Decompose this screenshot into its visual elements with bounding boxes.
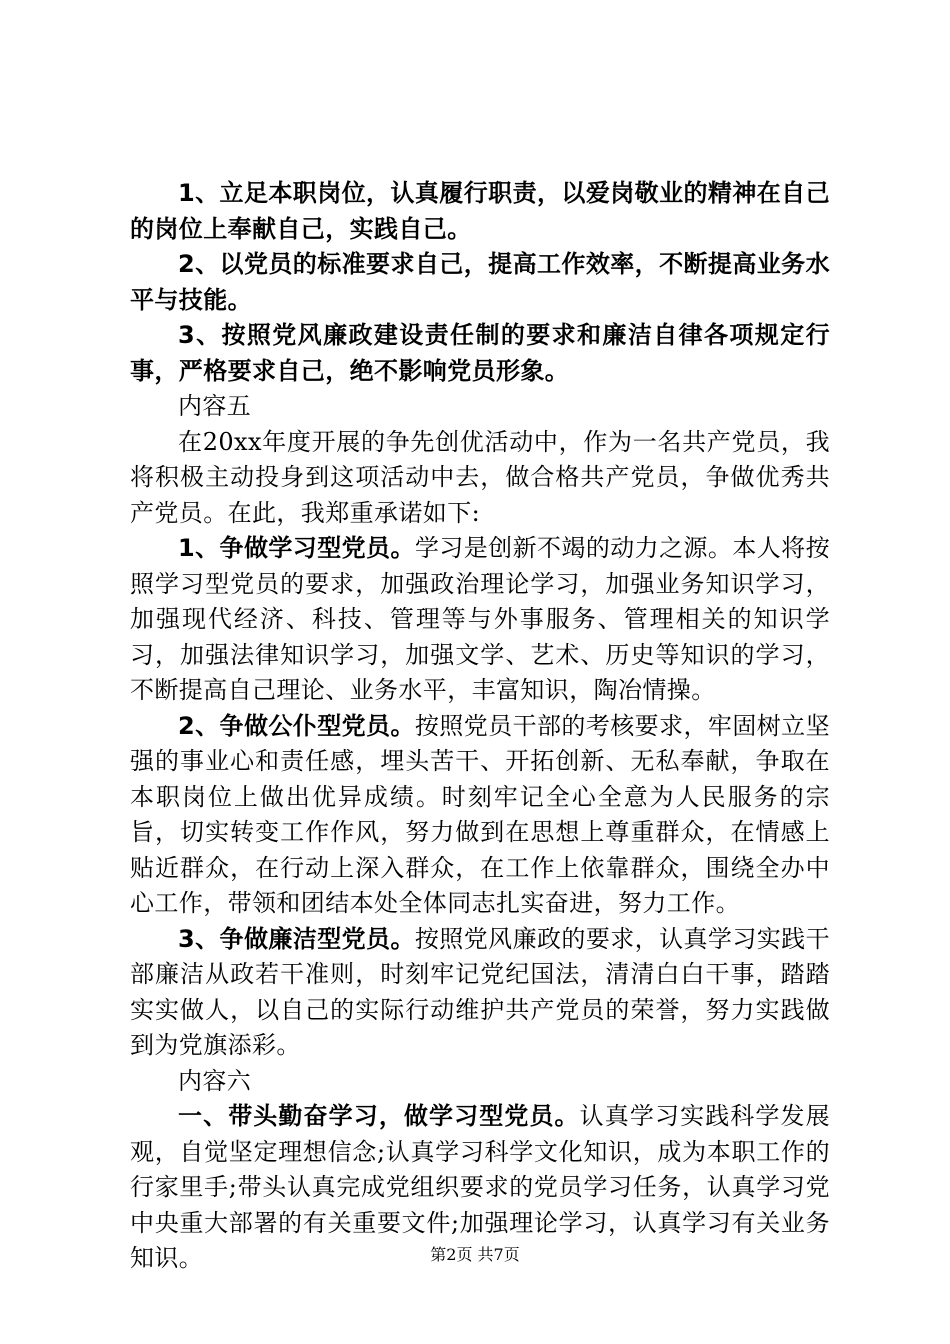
commitment-paragraph-1: 1、立足本职岗位，认真履行职责，以爱岗敬业的精神在自己的岗位上奉献自己，实践自己。: [130, 179, 830, 243]
section5-item-2-lead: 2、争做公仆型党员。: [178, 711, 415, 740]
commitment-paragraph-3: 3、按照党风廉政建设责任制的要求和廉洁自律各项规定行事，严格要求自己，绝不影响党员形象。: [130, 321, 830, 385]
page-footer: 第2页 共7页: [430, 1245, 520, 1264]
section5-item-2-body: 按照党员干部的考核要求，牢固树立坚强的事业心和责任感，埋头苦干、开拓创新、无私奉献，争取在本职岗位上做出优异成绩。时刻牢记全心全意为人民服务的宗旨，切实转变工作作风，努力做到在思想上尊重群众，在情感上贴近群众，在行动上深入群众，在工作上依靠群众，围绕全办中心工作，带领和团结本处全体同志扎实奋进，努力工作。: [130, 711, 830, 917]
section-heading-5: 内容五: [178, 392, 252, 420]
section6-item-1-lead: 一、带头勤奋学习，做学习型党员。: [178, 1102, 580, 1130]
section5-item-1-body: 学习是创新不竭的动力之源。本人将按照学习型党员的要求，加强政治理论学习，加强业务知识学习，加强现代经济、科技、管理等与外事服务、管理相关的知识学习，加强法律知识学习，加强文学、艺术、历史等知识的学习，不断提高自己理论、业务水平，丰富知识，陶冶情操。: [130, 534, 830, 704]
section5-item-1: [130, 531, 830, 709]
section5-item-1-lead: 1、争做学习型党员。: [178, 534, 415, 562]
document-body: [130, 176, 830, 1277]
section-heading-6: 内容六: [178, 1066, 252, 1095]
section6-item-1-body: 认真学习实践科学发展观，自觉坚定理想信念;认真学习科学文化知识，成为本职工作的行家里手;带头认真完成党组织要求的党员学习任务，认真学习党中央重大部署的有关重要文件;加强理论学习，认真学习有关业务知识。: [130, 1102, 831, 1272]
section5-item-2: [130, 709, 830, 922]
section5-item-3-body: 按照党风廉政的要求，认真学习实践干部廉洁从政若干准则，时刻牢记党纪国法，清清白白干事，踏踏实实做人，以自己的实际行动维护共产党员的荣誉，努力实践做到为党旗添彩。: [130, 924, 830, 1059]
section5-item-3: [130, 922, 830, 1064]
commitment-paragraph-2: 2、以党员的标准要求自己，提高工作效率，不断提高业务水平与技能。: [130, 250, 830, 314]
section5-item-3-lead: 3、争做廉洁型党员。: [178, 924, 415, 953]
section5-intro: 在20xx年度开展的争先创优活动中，作为一名共产党员，我将积极主动投身到这项活动中去，做合格共产党员，争做优秀共产党员。在此，我郑重承诺如下:: [130, 427, 830, 527]
